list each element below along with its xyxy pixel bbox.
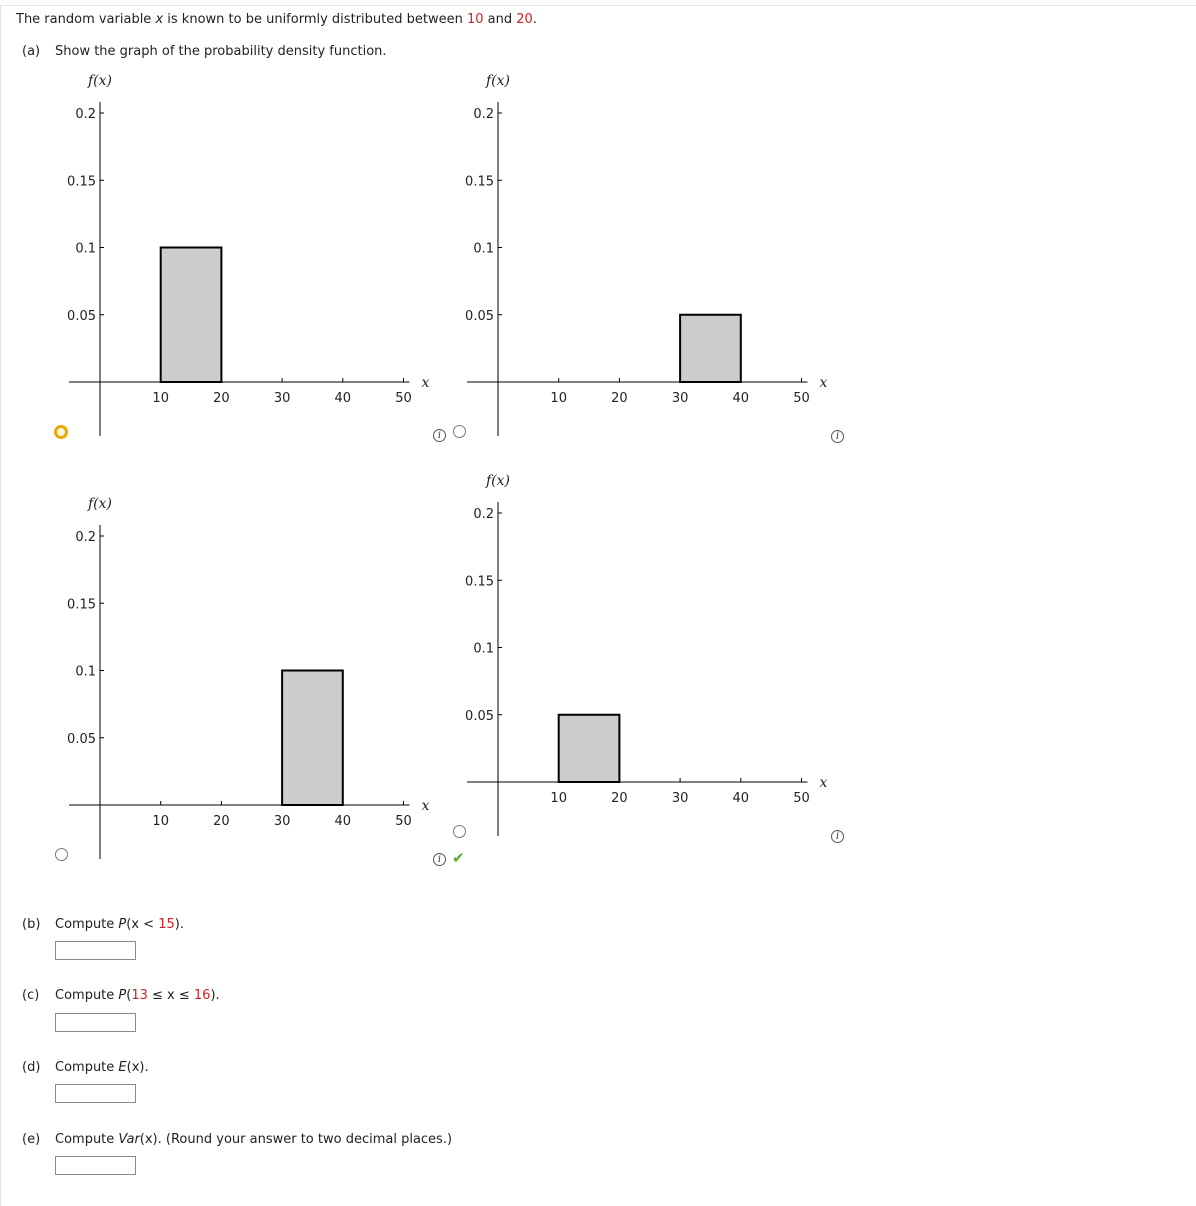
prompt-text: The random variable (16, 12, 156, 27)
part-b-label: (b) (22, 917, 41, 932)
y-axis-label: f(x) (485, 473, 511, 489)
part-e-arg: (x). (139, 1132, 162, 1147)
x-tick-label: 50 (395, 391, 412, 406)
y-axis-label: f(x) (485, 73, 511, 89)
part-a-label: (a) (22, 44, 41, 59)
part-e-note: (Round your answer to two decimal places.) (161, 1132, 453, 1147)
x-axis-label: x (819, 375, 828, 391)
part-d-arg: (x). (126, 1060, 149, 1075)
x-tick-label: 10 (550, 791, 567, 806)
part-b-value: 15 (158, 917, 175, 932)
prompt-lower-bound: 10 (466, 12, 484, 27)
prompt-variable: x (155, 12, 164, 27)
part-e-fn: Var (118, 1132, 140, 1147)
x-axis-label: x (421, 798, 430, 814)
pdf-graph-option-4 (438, 466, 838, 838)
part-d-answer-input[interactable] (55, 1084, 136, 1103)
part-c (22, 988, 220, 1003)
prompt-text-mid: is known to be uniformly distributed between (163, 12, 467, 27)
part-b-close: ). (174, 917, 184, 932)
y-tick-label: 0.2 (75, 530, 96, 545)
pdf-graph-option-1 (40, 66, 440, 438)
pdf-bar (161, 248, 222, 383)
part-a (22, 44, 387, 59)
x-tick-label: 20 (611, 391, 628, 406)
y-axis-label: f(x) (87, 73, 113, 89)
part-c-text: Compute (55, 988, 119, 1003)
part-c-value-2: 16 (193, 988, 211, 1003)
part-c-answer-input[interactable] (55, 1013, 136, 1032)
radio-option-3[interactable] (55, 848, 68, 861)
part-b (22, 917, 184, 932)
x-tick-label: 20 (611, 791, 628, 806)
y-tick-label: 0.2 (75, 107, 96, 122)
part-e-label: (e) (22, 1132, 41, 1147)
part-d-text: Compute (55, 1060, 119, 1075)
part-e (22, 1132, 452, 1147)
part-b-expr: (x < (126, 917, 159, 932)
x-tick-label: 30 (671, 391, 689, 406)
part-e-answer-input[interactable] (55, 1156, 136, 1175)
y-tick-label: 0.05 (465, 708, 494, 724)
x-tick-label: 50 (793, 791, 810, 806)
radio-option-2[interactable] (453, 425, 466, 438)
y-tick-label: 0.15 (465, 574, 494, 590)
info-icon[interactable]: i (433, 853, 446, 866)
frame-top-border (0, 5, 1196, 6)
prompt-upper-bound: 20 (516, 12, 533, 27)
part-c-value-1: 13 (131, 988, 148, 1003)
y-axis-label: f(x) (87, 496, 113, 512)
y-tick-label: 0.15 (67, 174, 96, 190)
y-tick-label: 0.15 (67, 597, 96, 613)
radio-option-4[interactable] (453, 825, 466, 838)
part-d (22, 1060, 149, 1075)
pdf-bar (680, 315, 741, 382)
y-tick-label: 0.15 (465, 174, 494, 190)
x-tick-label: 10 (550, 391, 567, 406)
frame-left-border (0, 5, 1, 1206)
y-tick-label: 0.1 (473, 241, 494, 257)
x-tick-label: 30 (671, 791, 689, 806)
x-tick-label: 50 (793, 391, 810, 406)
pdf-bar (559, 715, 620, 782)
question-prompt (16, 12, 537, 27)
x-tick-label: 20 (213, 814, 230, 829)
prompt-end: . (532, 12, 537, 27)
x-tick-label: 30 (273, 391, 291, 406)
part-c-label: (c) (22, 988, 40, 1003)
part-d-label: (d) (22, 1060, 41, 1075)
y-tick-label: 0.1 (75, 241, 96, 257)
x-axis-label: x (421, 375, 430, 391)
y-tick-label: 0.2 (473, 507, 494, 522)
part-e-text: Compute (55, 1132, 119, 1147)
info-icon[interactable]: i (433, 429, 446, 442)
radio-option-1[interactable] (54, 425, 68, 439)
y-tick-label: 0.1 (473, 641, 494, 657)
x-tick-label: 40 (732, 391, 750, 406)
y-tick-label: 0.2 (473, 107, 494, 122)
part-b-text: Compute (55, 917, 119, 932)
x-tick-label: 20 (213, 391, 230, 406)
correct-check-icon: ✔ (452, 849, 465, 867)
x-tick-label: 40 (334, 814, 352, 829)
info-icon[interactable]: i (831, 430, 844, 443)
part-a-text: Show the graph of the probability density function. (55, 44, 387, 59)
part-c-close: ). (210, 988, 220, 1003)
pdf-graph-option-3 (40, 489, 440, 861)
prompt-and: and (483, 12, 517, 27)
info-icon[interactable]: i (831, 830, 844, 843)
part-c-open: ( (126, 988, 132, 1003)
y-tick-label: 0.05 (67, 308, 96, 324)
x-tick-label: 10 (152, 391, 169, 406)
x-tick-label: 50 (395, 814, 412, 829)
x-tick-label: 40 (334, 391, 352, 406)
x-tick-label: 30 (273, 814, 291, 829)
x-axis-label: x (819, 775, 828, 791)
y-tick-label: 0.05 (465, 308, 494, 324)
y-tick-label: 0.1 (75, 664, 96, 680)
x-tick-label: 10 (152, 814, 169, 829)
part-b-prob: P (118, 917, 127, 932)
part-d-fn: E (118, 1060, 127, 1075)
part-c-expr: ≤ x ≤ (147, 988, 194, 1003)
part-b-answer-input[interactable] (55, 941, 136, 960)
pdf-graph-option-2 (438, 66, 838, 438)
y-tick-label: 0.05 (67, 731, 96, 747)
pdf-bar (282, 671, 343, 806)
x-tick-label: 40 (732, 791, 750, 806)
part-c-prob: P (118, 988, 127, 1003)
